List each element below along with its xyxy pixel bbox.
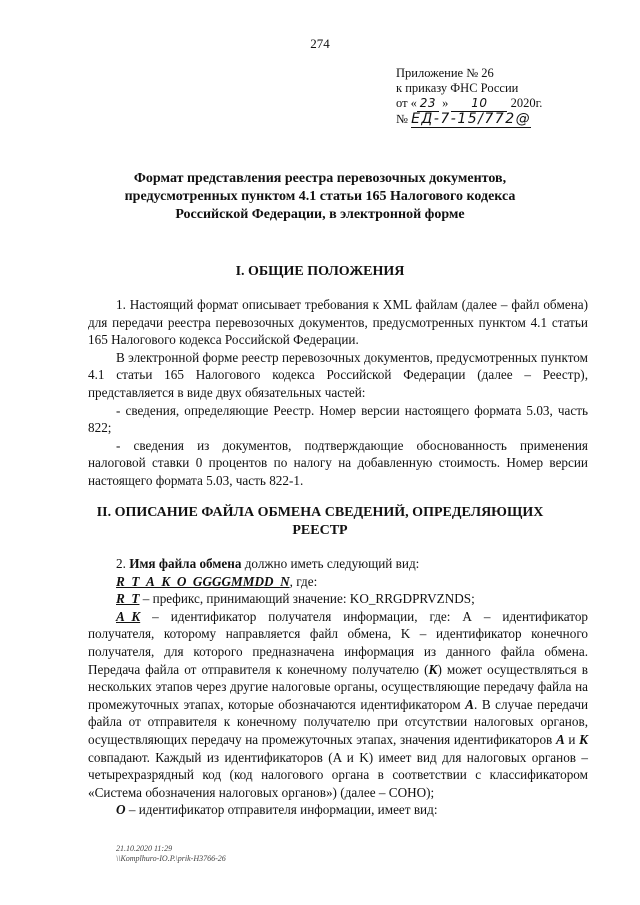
filename-pattern: R_T_A_K_O_GGGGMMDD_N [116,573,290,589]
footer-line-1: 21.10.2020 11:29 [116,844,173,853]
section-1-paragraph-2: В электронной форме реестр перевозочных документов, предусмотренных пунктом 4.1 статьи 165 Налогового кодекса Российской Федерации (далее – Реестр), представляется в виде двух обязательных частей: [88,349,588,400]
sender-code: O [116,802,126,818]
section-2-heading [60,504,580,540]
p5-rest: – идентификатор отправителя информации, имеет вид: [128,802,438,818]
p1-rest: должно иметь следующий вид: [244,556,420,571]
section-2-heading-line-2: РЕЕСТР [292,523,348,538]
document-title [60,170,580,224]
section-2-paragraph-4 [88,608,588,802]
section-2-paragraph-1 [88,555,588,573]
p4-k2: К [579,731,589,747]
annex-line-1: Приложение № 26 [396,66,494,80]
annex-date-prefix: от « [396,96,417,110]
section-2-paragraph-3 [88,590,588,608]
p4-text-4: совпадают. Каждый из идентификаторов (A и K) имеет вид для налоговых органов – четырехразрядный код (код налогового органа в соответствии с классификатором «Система обозначения налоговых органов») (далее – СОНО); [88,749,588,800]
p4-text-2: ) может осуществляться в нескольких этапов через другие налоговые органы, осуществляющие передачу файла на промежуточных этапах, которые обозначаются идентификатором [88,661,588,712]
p1-bold-term: Имя файла обмена [129,556,242,571]
section-2-body [88,555,588,819]
title-line-2: предусмотренных пунктом 4.1 статьи 165 Налогового кодекса [124,189,516,204]
p1-number: 2. [116,556,126,571]
annex-block [396,66,616,128]
annex-line-2: к приказу ФНС России [396,81,519,95]
p4-a: А [465,696,474,712]
page-number: 274 [310,36,330,51]
p2-rest: , где: [289,573,318,589]
annex-date-month: 10 [451,96,507,112]
section-1-heading: I. ОБЩИЕ ПОЛОЖЕНИЯ [235,264,405,279]
annex-date [396,96,616,112]
p3-rest: – префикс, принимающий значение: KO_RRGDPRVZNDS; [142,591,475,607]
p4-and: и [568,731,576,747]
p4-text-1: – идентификатор получателя информации, где: А – идентификатор получателя, которому направляется файл обмена, K – идентификатор конечного получателя, для которого предназначена информация из данного файла обмена. Передача файла от отправителя к конечному получателю ( [88,608,589,677]
annex-date-suffix: г. [535,96,543,110]
annex-number [396,112,616,128]
footer-line-2: \\Komplhuro-IO.P.\prik-H3766-26 [116,854,226,863]
section-1-paragraph-1: 1. Настоящий формат описывает требования к XML файлам (далее – файл обмена) для передачи реестра перевозочных документов, предусмотренных пунктом 4.1 статьи 165 Налогового кодекса Российской Федерации. [88,297,588,348]
annex-date-mid: » [442,96,449,110]
section-2-heading-line-1: II. ОПИСАНИЕ ФАЙЛА ОБМЕНА СВЕДЕНИЙ, ОПРЕДЕЛЯЮЩИХ [96,505,544,520]
annex-number-prefix: № [396,112,408,126]
footer-stamp [116,844,226,864]
section-1-paragraph-4: - сведения из документов, подтверждающие обоснованность применения налоговой ставки 0 процентов по налогу на добавленную стоимость. Номер версии настоящего формата 5.03, часть 822-1. [88,437,588,488]
title-line-3: Российской Федерации, в электронной форме [175,207,465,222]
p4-k: К [428,661,438,677]
section-2-paragraph-2 [88,573,588,591]
prefix-code: R_T [116,591,140,607]
section-2-paragraph-5 [88,801,588,819]
annex-date-day: 23 [417,96,439,112]
p4-text-3: . В случае передачи файла от отправителя к конечному получателю при отсутствии налоговых органов, осуществляющих передачу на промежуточных этапах, значения идентификаторов [88,696,589,747]
section-1-body [88,296,588,490]
recipient-code: A_K [116,608,141,624]
section-1-paragraph-3: - сведения, определяющие Реестр. Номер версии настоящего формата 5.03, часть 822; [88,402,588,436]
annex-date-year: 2020 [510,96,536,110]
annex-number-value: ЕД-7-15/772@ [411,111,532,127]
p4-a2: А [555,731,565,747]
title-line-1: Формат представления реестра перевозочных документов, [133,171,507,186]
